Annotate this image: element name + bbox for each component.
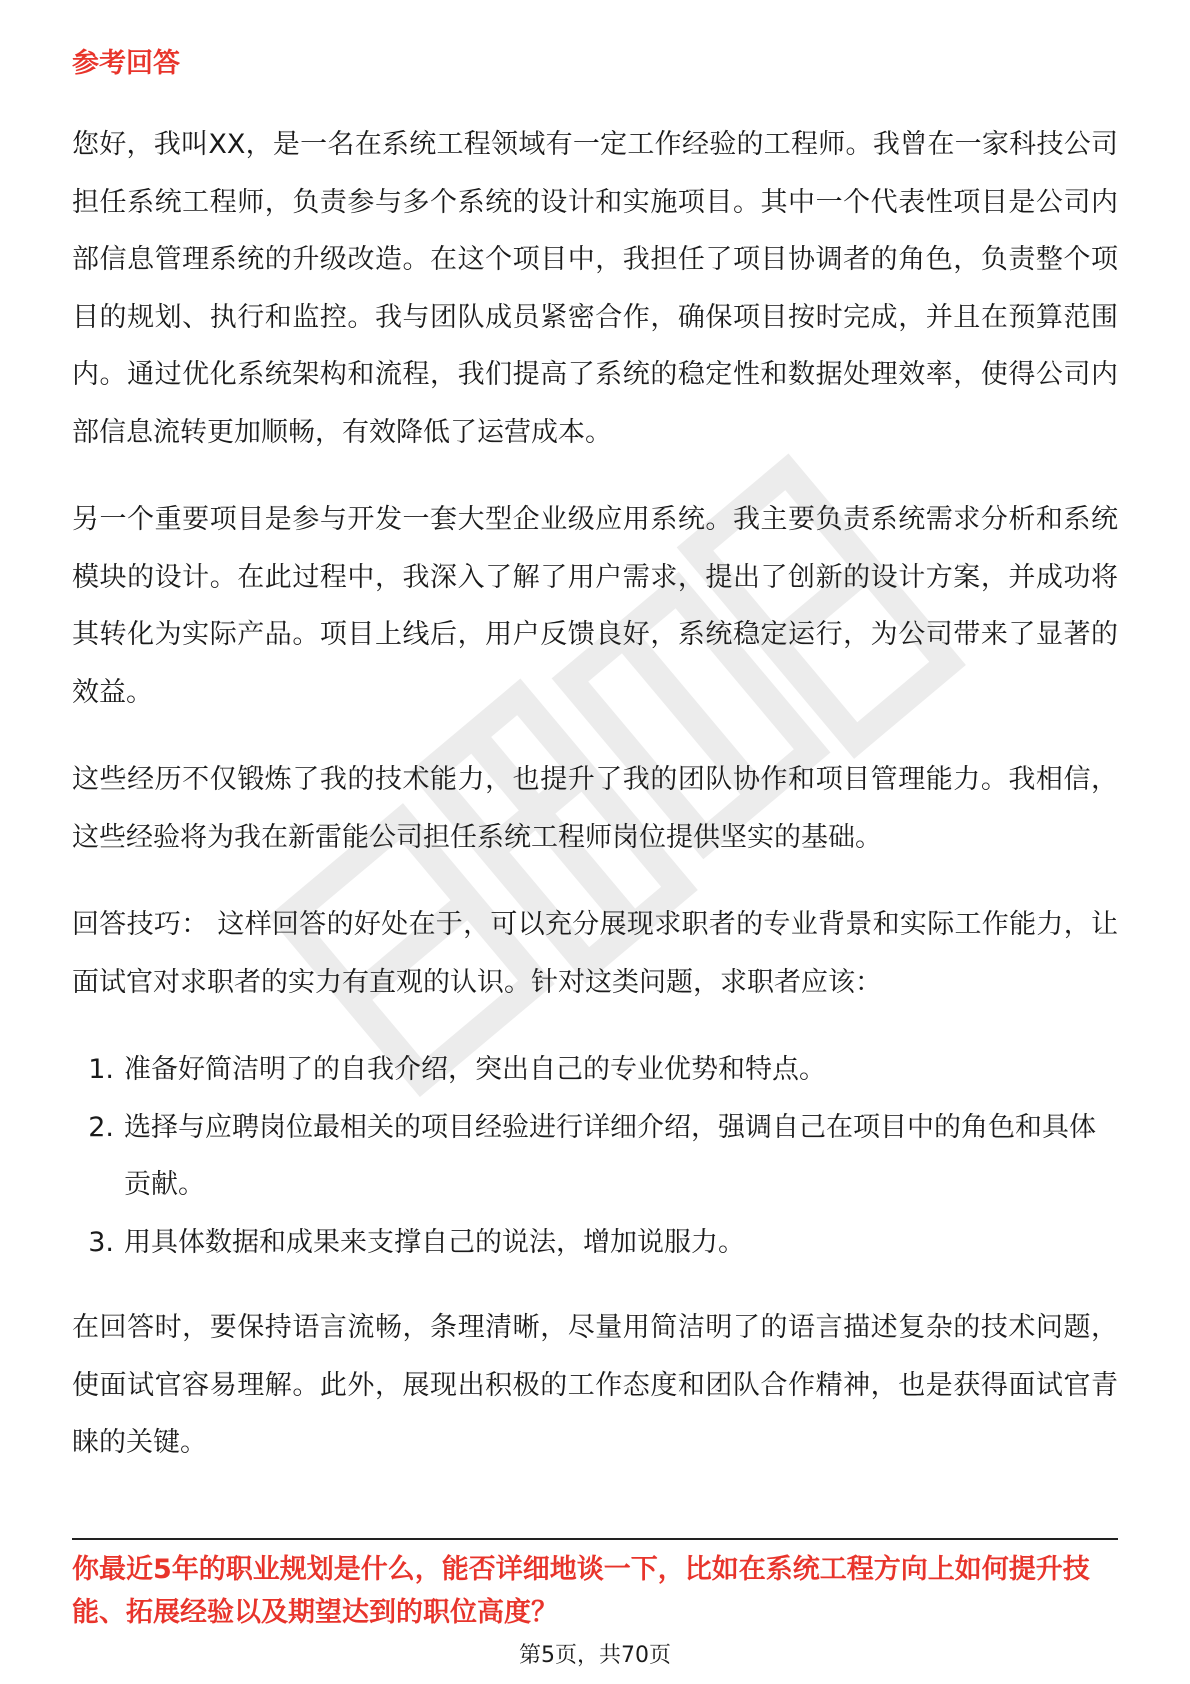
section-title: 参考回答 [72, 48, 180, 79]
list-item [72, 1099, 1118, 1214]
list-item-text: 用具体数据和成果来支撑自己的说法，增加说服力。 [124, 1226, 745, 1258]
list-item-number: 3. [88, 1226, 114, 1258]
closing-paragraph: 在回答时，要保持语言流畅，条理清晰，尽量用简洁明了的语言描述复杂的技术问题，使面试官容易理解。此外，展现出积极的工作态度和团队合作精神，也是获得面试官青睐的关键。 [72, 1312, 1118, 1458]
document-body [72, 44, 1118, 1502]
answer-paragraph-1: 您好，我叫XX，是一名在系统工程领域有一定工作经验的工程师。我曾在一家科技公司担任系统工程师，负责参与多个系统的设计和实施项目。其中一个代表性项目是公司内部信息管理系统的升级改造。在这个项目中，我担任了项目协调者的角色，负责整个项目的规划、执行和监控。我与团队成员紧密合作，确保项目按时完成，并且在预算范围内。通过优化系统架构和流程，我们提高了系统的稳定性和数据处理效率，使得公司内部信息流转更加顺畅，有效降低了运营成本。 [72, 129, 1118, 448]
tips-label: 回答技巧： [72, 909, 209, 940]
tips-list [72, 1041, 1118, 1271]
list-item [72, 1214, 1118, 1272]
list-item-text: 准备好简洁明了的自我介绍，突出自己的专业优势和特点。 [124, 1054, 826, 1085]
list-item [72, 1041, 1118, 1099]
tips-paragraph [72, 896, 1118, 1011]
answer-paragraph-2: 另一个重要项目是参与开发一套大型企业级应用系统。我主要负责系统需求分析和系统模块的设计。在此过程中，我深入了解了用户需求，提出了创新的设计方案，并成功将其转化为实际产品。项目上线后，用户反馈良好，系统稳定运行，为公司带来了显著的效益。 [72, 504, 1118, 708]
next-question-heading: 你最近5年的职业规划是什么，能否详细地谈一下，比如在系统工程方向上如何提升技能、拓展经验以及期望达到的职位高度？ [72, 1554, 1090, 1628]
list-item-number: 2. [88, 1111, 114, 1143]
page-number-footer: 第5页，共70页 [519, 1643, 671, 1668]
tips-text: 这样回答的好处在于，可以充分展现求职者的专业背景和实际工作能力，让面试官对求职者的实力有直观的认识。针对这类问题，求职者应该： [72, 909, 1119, 998]
section-divider [72, 1538, 1118, 1540]
answer-paragraph-3: 这些经历不仅锻炼了我的技术能力，也提升了我的团队协作和项目管理能力。我相信，这些经验将为我在新雷能公司担任系统工程师岗位提供坚实的基础。 [72, 764, 1118, 853]
list-item-number: 1. [88, 1054, 114, 1085]
list-item-text: 选择与应聘岗位最相关的项目经验进行详细介绍，强调自己在项目中的角色和具体贡献。 [124, 1111, 1096, 1200]
